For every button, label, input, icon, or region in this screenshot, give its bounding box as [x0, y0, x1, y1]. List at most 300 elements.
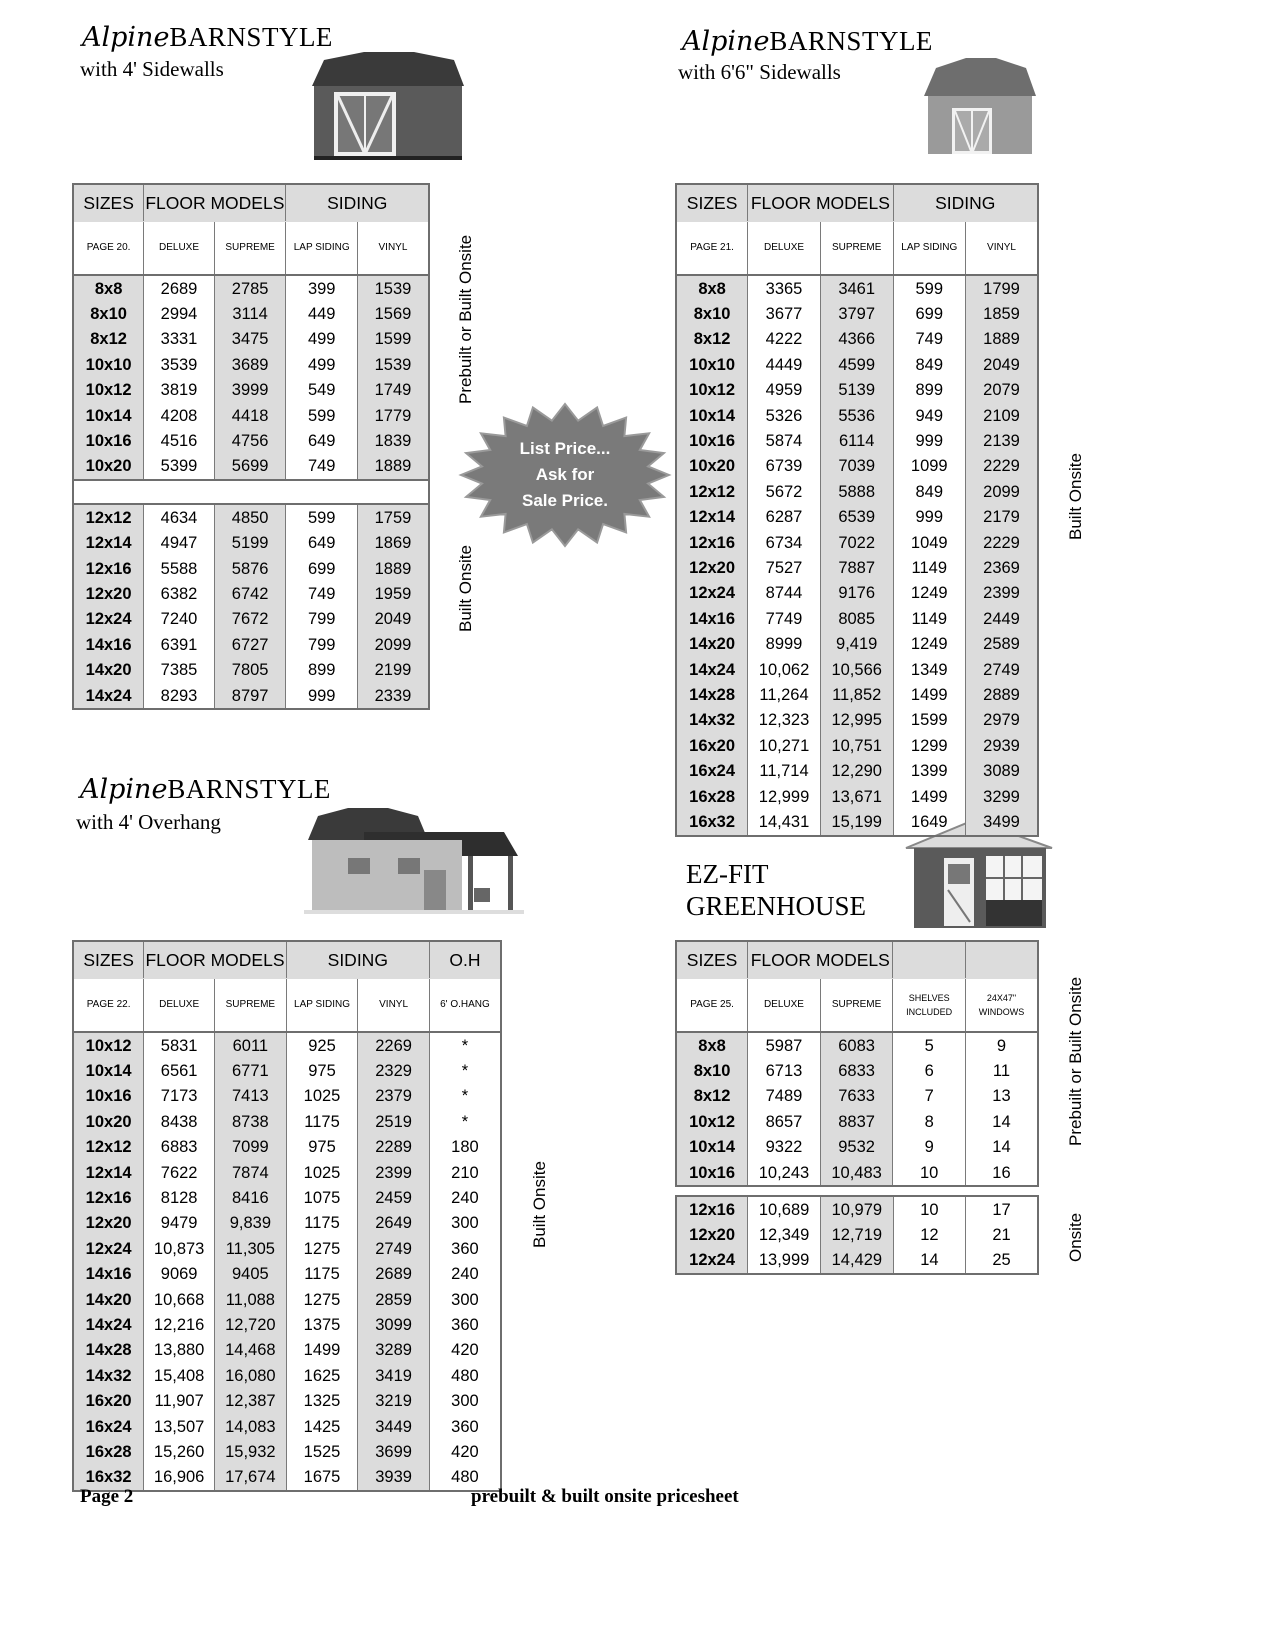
price-cell: 16 [965, 1160, 1038, 1186]
price-cell: 6727 [214, 632, 286, 657]
table-row [676, 733, 1038, 758]
row-size-cell: 12x14 [73, 1160, 144, 1185]
price-cell: 8293 [144, 683, 215, 709]
barn4-rows-top [73, 275, 429, 480]
price-cell: 14 [965, 1135, 1038, 1160]
row-size-cell: 10x20 [73, 454, 144, 480]
table-separator [73, 480, 429, 504]
row-size-cell: 12x16 [73, 556, 144, 581]
price-cell: 1569 [357, 301, 429, 326]
price-cell: 360 [429, 1312, 501, 1337]
price-cell: 2785 [214, 275, 286, 301]
price-cell: 7527 [748, 555, 821, 580]
price-cell: 8 [893, 1109, 966, 1134]
price-cell: 12,999 [748, 784, 821, 809]
price-cell: 240 [429, 1185, 501, 1210]
table-row [73, 1084, 501, 1109]
row-size-cell: 16x24 [676, 758, 748, 783]
price-cell: 8657 [748, 1109, 821, 1134]
subheader-deluxe: DELUXE [748, 222, 821, 276]
price-cell: 360 [429, 1236, 501, 1261]
table-row [676, 1135, 1038, 1160]
subheader-lap-siding: LAP SIDING [286, 979, 358, 1033]
row-size-cell: 12x16 [676, 1196, 748, 1222]
row-size-cell: 10x10 [676, 352, 748, 377]
barn66-subtitle: with 6'6" Sidewalls [678, 60, 841, 84]
price-cell: 3449 [358, 1414, 430, 1439]
price-cell: 2399 [966, 581, 1039, 606]
price-cell: 1175 [286, 1262, 358, 1287]
row-size-cell: 16x20 [676, 733, 748, 758]
price-cell: 1625 [286, 1363, 358, 1388]
subheader-supreme: SUPREME [820, 222, 893, 276]
row-size-cell: 8x8 [676, 275, 748, 301]
price-cell: 5588 [144, 556, 215, 581]
price-cell: 2939 [966, 733, 1039, 758]
subheader-windows-line1: 24X47" [986, 993, 1017, 1003]
price-cell: 999 [893, 505, 965, 530]
price-cell: 1175 [286, 1109, 358, 1134]
price-cell: 1889 [357, 556, 429, 581]
price-cell: 1749 [357, 378, 429, 403]
price-cell: 649 [286, 428, 357, 453]
price-cell: 2339 [357, 683, 429, 709]
table-row [73, 657, 429, 682]
price-cell: 14 [965, 1109, 1038, 1134]
price-cell: 300 [429, 1211, 501, 1236]
table-row [676, 1160, 1038, 1186]
price-cell: 14,429 [820, 1248, 893, 1274]
row-size-cell: 12x20 [676, 555, 748, 580]
price-cell: 1349 [893, 657, 965, 682]
row-size-cell: 12x20 [73, 1211, 144, 1236]
price-cell: 1759 [357, 504, 429, 530]
price-cell: 2109 [966, 403, 1039, 428]
price-cell: 8797 [214, 683, 286, 709]
row-size-cell: 14x20 [73, 1287, 144, 1312]
price-cell: 5672 [748, 479, 821, 504]
price-cell: 12 [893, 1222, 965, 1247]
price-cell: 2749 [358, 1236, 430, 1261]
price-cell: 1869 [357, 531, 429, 556]
table-row [73, 327, 429, 352]
price-cell: 1325 [286, 1388, 358, 1413]
price-cell: 1149 [893, 606, 965, 631]
table-row [676, 403, 1038, 428]
price-cell: 7413 [215, 1084, 287, 1109]
table-row [73, 556, 429, 581]
row-size-cell: 10x12 [676, 378, 748, 403]
price-cell: 8128 [144, 1185, 215, 1210]
row-size-cell: 16x24 [73, 1414, 144, 1439]
price-cell: 3461 [820, 275, 893, 301]
row-size-cell: 16x32 [676, 809, 748, 835]
table-row [676, 505, 1038, 530]
price-cell: 7489 [748, 1084, 821, 1109]
barn4-price-table [72, 183, 430, 710]
price-cell: 799 [286, 607, 357, 632]
col-header-siding: SIDING [286, 184, 429, 222]
price-cell: 2199 [357, 657, 429, 682]
price-cell: 5874 [748, 428, 821, 453]
price-cell: 999 [286, 683, 357, 709]
price-cell: 4756 [214, 428, 286, 453]
price-cell: 6883 [144, 1135, 215, 1160]
price-cell: 1799 [966, 275, 1039, 301]
barn4-side-label-top: Prebuilt or Built Onsite [456, 234, 475, 404]
table-row [676, 1109, 1038, 1134]
price-cell: 3689 [214, 352, 286, 377]
price-cell: 899 [893, 378, 965, 403]
price-cell: 1859 [966, 301, 1039, 326]
price-cell: 15,199 [820, 809, 893, 835]
table-row [676, 682, 1038, 707]
col-header-floor-models: FLOOR MODELS [748, 941, 893, 979]
table-row [73, 352, 429, 377]
subheader-windows-line2: WINDOWS [978, 1007, 1025, 1017]
table-row [73, 581, 429, 606]
price-cell: 599 [893, 275, 965, 301]
price-cell: 3289 [358, 1338, 430, 1363]
price-cell: 3089 [966, 758, 1039, 783]
price-cell: 749 [893, 327, 965, 352]
row-size-cell: 10x14 [676, 1135, 748, 1160]
price-cell: 1375 [286, 1312, 358, 1337]
barn66-price-table [675, 183, 1039, 837]
row-size-cell: 14x20 [676, 631, 748, 656]
table-row [676, 657, 1038, 682]
price-cell: 11,714 [748, 758, 821, 783]
price-cell: 1779 [357, 403, 429, 428]
price-cell: 2289 [358, 1135, 430, 1160]
price-cell: 749 [286, 454, 357, 480]
table-row [676, 708, 1038, 733]
row-size-cell: 14x28 [676, 682, 748, 707]
price-cell: * [429, 1084, 501, 1109]
row-size-cell: 8x10 [676, 301, 748, 326]
price-cell: 25 [966, 1248, 1038, 1274]
table-row [676, 454, 1038, 479]
row-size-cell: 10x12 [676, 1109, 748, 1134]
price-cell: 7622 [144, 1160, 215, 1185]
price-cell: 3365 [748, 275, 821, 301]
price-cell: 1525 [286, 1439, 358, 1464]
price-cell: 1425 [286, 1414, 358, 1439]
barn66-side-label: Built Onsite [1066, 453, 1085, 540]
price-cell: 12,387 [215, 1388, 287, 1413]
row-size-cell: 14x16 [73, 632, 144, 657]
col-header-blank [893, 941, 966, 979]
table-row [73, 1439, 501, 1464]
price-cell: 9405 [215, 1262, 287, 1287]
row-size-cell: 16x20 [73, 1388, 144, 1413]
table-row [676, 1196, 1038, 1222]
table-row [73, 1465, 501, 1491]
price-cell: 9,839 [215, 1211, 287, 1236]
price-cell: 849 [893, 479, 965, 504]
price-cell: 7022 [820, 530, 893, 555]
price-cell: 1889 [357, 454, 429, 480]
price-cell: 3475 [214, 327, 286, 352]
price-cell: 699 [286, 556, 357, 581]
row-size-cell: 8x8 [676, 1032, 748, 1058]
price-cell: 13,507 [144, 1414, 215, 1439]
price-cell: 11,852 [820, 682, 893, 707]
subheader-lap-siding: LAP SIDING [893, 222, 965, 276]
greenhouse-title-line1: EZ-FIT [686, 859, 769, 889]
price-cell: 1599 [357, 327, 429, 352]
greenhouse-rows-top [676, 1032, 1038, 1186]
price-cell: 5199 [214, 531, 286, 556]
table-row [676, 327, 1038, 352]
price-cell: 4959 [748, 378, 821, 403]
price-cell: 8738 [215, 1109, 287, 1134]
price-cell: 975 [286, 1135, 358, 1160]
table-row [676, 784, 1038, 809]
price-cell: 240 [429, 1262, 501, 1287]
table-row [676, 428, 1038, 453]
starburst-text [485, 436, 645, 514]
greenhouse-title [686, 858, 866, 922]
subheader-shelves-line2: INCLUDED [906, 1007, 953, 1017]
price-cell: 5831 [144, 1032, 215, 1058]
price-cell: 1675 [286, 1465, 358, 1491]
price-cell: 1499 [286, 1338, 358, 1363]
row-size-cell: 12x12 [73, 1135, 144, 1160]
price-cell: 8837 [820, 1109, 893, 1134]
table-row [73, 378, 429, 403]
price-cell: 10,243 [748, 1160, 821, 1186]
price-cell: 420 [429, 1338, 501, 1363]
price-cell: 6713 [748, 1058, 821, 1083]
row-size-cell: 12x24 [73, 607, 144, 632]
price-cell: 2269 [358, 1032, 430, 1058]
barn66-title-script: Alpine [682, 26, 770, 57]
row-size-cell: 14x16 [73, 1262, 144, 1287]
price-cell: 949 [893, 403, 965, 428]
price-cell: 210 [429, 1160, 501, 1185]
price-cell: 6771 [215, 1058, 287, 1083]
starburst-line3: Sale Price. [521, 491, 608, 510]
price-cell: 480 [429, 1465, 501, 1491]
row-size-cell: 12x24 [676, 581, 748, 606]
table-row [73, 1160, 501, 1185]
col-header-overhang: O.H [429, 941, 501, 979]
subheader-windows [965, 979, 1038, 1033]
row-size-cell: 12x12 [73, 504, 144, 530]
table-row [73, 403, 429, 428]
table-row [73, 1312, 501, 1337]
price-cell: 10,979 [820, 1196, 893, 1222]
price-cell: 1399 [893, 758, 965, 783]
price-cell: 7099 [215, 1135, 287, 1160]
price-cell: 6742 [214, 581, 286, 606]
footer-title: prebuilt & built onsite pricesheet [471, 1486, 739, 1507]
price-cell: 180 [429, 1135, 501, 1160]
row-size-cell: 10x14 [676, 403, 748, 428]
row-size-cell: 10x14 [73, 1058, 144, 1083]
table-row [676, 378, 1038, 403]
price-cell: 1839 [357, 428, 429, 453]
price-cell: 8085 [820, 606, 893, 631]
price-cell: 6833 [820, 1058, 893, 1083]
price-cell: 499 [286, 327, 357, 352]
table-row [73, 531, 429, 556]
price-cell: 549 [286, 378, 357, 403]
price-cell: 12,995 [820, 708, 893, 733]
table-row [676, 606, 1038, 631]
subheader-shelves [893, 979, 966, 1033]
table-row [73, 275, 429, 301]
price-cell: 5139 [820, 378, 893, 403]
price-cell: 11,907 [144, 1388, 215, 1413]
price-cell: 899 [286, 657, 357, 682]
price-cell: 9322 [748, 1135, 821, 1160]
price-cell: 4516 [144, 428, 215, 453]
price-cell: 1049 [893, 530, 965, 555]
price-cell: 449 [286, 301, 357, 326]
row-size-cell: 12x20 [676, 1222, 748, 1247]
price-cell: 480 [429, 1363, 501, 1388]
price-cell: * [429, 1058, 501, 1083]
price-cell: 849 [893, 352, 965, 377]
table-row [676, 1058, 1038, 1083]
price-cell: 2369 [966, 555, 1039, 580]
price-cell: 1275 [286, 1236, 358, 1261]
price-cell: 6382 [144, 581, 215, 606]
price-cell: 1249 [893, 631, 965, 656]
overhang-rows [73, 1032, 501, 1491]
price-cell: 2049 [357, 607, 429, 632]
price-cell: 14,468 [215, 1338, 287, 1363]
row-size-cell: 10x12 [73, 1032, 144, 1058]
price-cell: 12,719 [820, 1222, 893, 1247]
table-row [73, 1414, 501, 1439]
subheader-page: PAGE 25. [676, 979, 748, 1033]
price-cell: 10,483 [820, 1160, 893, 1186]
table-row [73, 428, 429, 453]
table-row [73, 607, 429, 632]
table-row [676, 275, 1038, 301]
table-row [676, 581, 1038, 606]
starburst-line1: List Price... [519, 439, 611, 458]
row-size-cell: 14x24 [73, 1312, 144, 1337]
price-cell: 17 [966, 1196, 1038, 1222]
price-cell: 699 [893, 301, 965, 326]
price-cell: 15,260 [144, 1439, 215, 1464]
price-cell: 2689 [144, 275, 215, 301]
row-size-cell: 12x14 [73, 531, 144, 556]
price-cell: 16,080 [215, 1363, 287, 1388]
price-cell: 7749 [748, 606, 821, 631]
price-cell: 300 [429, 1388, 501, 1413]
barn-overhang-image [304, 808, 524, 916]
subheader-vinyl: VINYL [358, 979, 430, 1033]
price-cell: 2049 [966, 352, 1039, 377]
price-cell: 21 [966, 1222, 1038, 1247]
price-cell: 5536 [820, 403, 893, 428]
subheader-deluxe: DELUXE [748, 979, 821, 1033]
price-cell: 5399 [144, 454, 215, 480]
barn4-title [82, 22, 333, 53]
price-cell: 12,290 [820, 758, 893, 783]
price-cell: 2329 [358, 1058, 430, 1083]
price-cell: 12,323 [748, 708, 821, 733]
price-cell: 2589 [966, 631, 1039, 656]
price-cell: 8999 [748, 631, 821, 656]
price-cell: 4222 [748, 327, 821, 352]
price-cell: 2179 [966, 505, 1039, 530]
row-size-cell: 10x16 [73, 428, 144, 453]
barn66-title [682, 26, 933, 57]
price-cell: 1499 [893, 784, 965, 809]
price-cell: 7240 [144, 607, 215, 632]
subheader-shelves-line1: SHELVES [908, 993, 950, 1003]
price-cell: 649 [286, 531, 357, 556]
price-cell: 6083 [820, 1032, 893, 1058]
price-cell: * [429, 1032, 501, 1058]
price-cell: 925 [286, 1032, 358, 1058]
row-size-cell: 16x32 [73, 1465, 144, 1491]
price-cell: 9,419 [820, 631, 893, 656]
price-cell: 7672 [214, 607, 286, 632]
row-size-cell: 12x16 [676, 530, 748, 555]
price-cell: 14,083 [215, 1414, 287, 1439]
col-header-floor-models: FLOOR MODELS [144, 941, 286, 979]
price-cell: 3999 [214, 378, 286, 403]
col-header-sizes: SIZES [73, 184, 144, 222]
row-size-cell: 8x12 [676, 1084, 748, 1109]
price-cell: 10 [893, 1196, 965, 1222]
price-cell: 1175 [286, 1211, 358, 1236]
price-cell: 10,271 [748, 733, 821, 758]
table-row [73, 1135, 501, 1160]
subheader-deluxe: DELUXE [144, 222, 215, 276]
price-cell: 2099 [357, 632, 429, 657]
price-cell: 1539 [357, 352, 429, 377]
subheader-page: PAGE 22. [73, 979, 144, 1033]
price-cell: 12,349 [748, 1222, 821, 1247]
price-cell: 2889 [966, 682, 1039, 707]
price-cell: 3331 [144, 327, 215, 352]
barn4-side-label-bottom: Built Onsite [456, 545, 475, 632]
price-cell: 4850 [214, 504, 286, 530]
price-cell: 2229 [966, 530, 1039, 555]
price-cell: 599 [286, 504, 357, 530]
row-size-cell: 10x12 [73, 378, 144, 403]
price-cell: 15,408 [144, 1363, 215, 1388]
price-cell: 10,689 [748, 1196, 821, 1222]
greenhouse-side-label-bottom: Onsite [1066, 1212, 1085, 1262]
price-cell: 1249 [893, 581, 965, 606]
price-cell: 4449 [748, 352, 821, 377]
price-cell: 7633 [820, 1084, 893, 1109]
price-cell: 1025 [286, 1084, 358, 1109]
price-cell: 999 [893, 428, 965, 453]
price-cell: 3419 [358, 1363, 430, 1388]
table-row [676, 530, 1038, 555]
table-row [676, 352, 1038, 377]
price-cell: 2099 [966, 479, 1039, 504]
table-row [676, 301, 1038, 326]
price-cell: 11 [965, 1058, 1038, 1083]
table-row [676, 809, 1038, 835]
price-cell: 599 [286, 403, 357, 428]
price-cell: 13 [965, 1084, 1038, 1109]
price-cell: 5876 [214, 556, 286, 581]
price-cell: 7874 [215, 1160, 287, 1185]
table-row [73, 301, 429, 326]
